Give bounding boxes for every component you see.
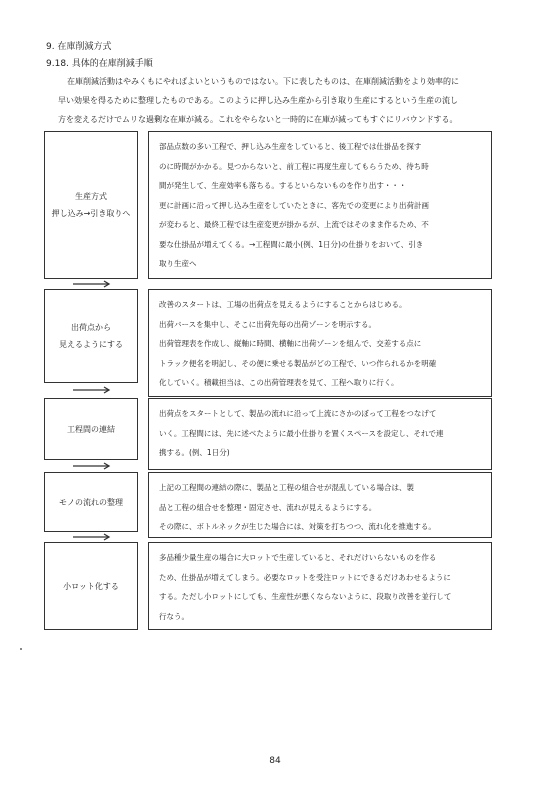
- step-description-box: [148, 542, 492, 630]
- step-description-line: 要な仕掛品が増えてくる。→工程間に最小(例、1日分)の仕掛りをおいて、引き: [159, 239, 424, 249]
- intro-paragraph: [58, 72, 498, 129]
- step-description-line: 出荷バースを集中し、そこに出荷先毎の出荷ゾーンを明示する。: [159, 319, 376, 329]
- step-description-line: トラック便名を明記し、その便に乗せる製品がどの工程で、いつ作られるかを明確: [159, 358, 437, 368]
- step-description-line: 化していく。積載担当は、この出荷管理表を見て、工程へ取りに行く。: [159, 378, 399, 387]
- flow-arrow-icon: [71, 532, 111, 542]
- step-label-box: [44, 472, 138, 532]
- step-description-line: いく。工程間には、先に述べたように最小仕掛りを置くスペースを設定し、それで連: [159, 428, 444, 438]
- step-description-line: 取り生産へ: [159, 259, 197, 268]
- step-label-box: [44, 542, 138, 630]
- step-description-line: のに時間がかかる。見つからないと、前工程に再度生産してもらうため、待ち時: [159, 161, 429, 171]
- step-description-box: [148, 398, 492, 470]
- flow-arrow-icon: [71, 461, 111, 471]
- step-description-box: [148, 289, 492, 397]
- step-description-line: ため、仕掛品が増えてしまう。必要なロットを受注ロットにできるだけあわせるように: [159, 572, 451, 582]
- step-description-line: 携する。(例、1日分): [159, 448, 230, 457]
- step-label-line: 小ロット化する: [63, 581, 119, 591]
- intro-line: 早い効果を得るために整理したものである。このように押し込み生産から引き取り生産にするという生産の流し: [58, 96, 458, 105]
- step-description-line: 上記の工程間の連結の際に、製品と工程の組合せが混乱している場合は、製: [159, 483, 414, 492]
- step-label-line: モノの流れの整理: [59, 497, 123, 507]
- intro-line: 在庫削減活動はやみくもにやればよいというものではない。下に表したものは、在庫削減活動をより効率的に: [67, 77, 459, 86]
- step-description-line: 出荷管理表を作成し、縦軸に時間、横軸に出荷ゾーンを組んで、交差する点に: [159, 339, 422, 348]
- step-label-box: [44, 289, 138, 383]
- step-description-line: 出荷点をスタートとして、製品の流れに沿って上流にさかのぼって工程をつなげて: [159, 409, 437, 418]
- flow-arrow-icon: [71, 385, 111, 395]
- step-label-line: 見えるようにする: [59, 340, 123, 349]
- step-description-line: 部品点数の多い工程で、押し込み生産をしていると、後工程では仕掛品を探す: [159, 142, 422, 151]
- step-description-line: する。ただし小ロットにしても、生産性が悪くならないように、段取り改善を並行して: [159, 592, 452, 601]
- step-description-line: 行なう。: [159, 611, 189, 621]
- step-description-line: が変わると、最終工程では生産変更が掛かるが、上流ではそのまま作るため、不: [159, 220, 429, 229]
- step-label-box: [44, 398, 138, 460]
- intro-line: 方を変えるだけでムリな過剰な在庫が減る。これをやらないと一時的に在庫が減ってもすぐにリバウンドする。: [58, 115, 458, 124]
- step-description-line: 改善のスタートは、工場の出荷点を見えるようにすることからはじめる。: [159, 300, 407, 309]
- step-label-line: 押し込み→引き取りへ: [51, 209, 131, 218]
- flow-arrow-icon: [71, 279, 111, 289]
- step-label-line: 生産方式: [75, 192, 107, 201]
- section-subheading: 9.18. 具体的在庫削減手順: [46, 59, 153, 69]
- step-description-box: [148, 472, 492, 538]
- step-description-line: 更に計画に沿って押し込み生産をしていたときに、客先での変更により出荷計画: [159, 200, 429, 210]
- step-description-line: 品と工程の組合せを整理・固定させ、流れが見えるようにする。: [159, 502, 377, 512]
- step-label-line: 出荷点から: [71, 323, 111, 332]
- step-description-line: 多品種少量生産の場合に大ロットで生産していると、それだけいらないものを作る: [159, 553, 437, 562]
- step-description-line: 間が発生して、生産効率も落ちる。するといらないものを作り出す・・・: [159, 181, 407, 190]
- step-description-line: その際に、ボトルネックが生じた場合には、対策を打ちつつ、流れ化を推進する。: [159, 522, 436, 531]
- step-label-line: 工程間の連結: [67, 424, 115, 434]
- step-description-box: [148, 131, 492, 279]
- step-label-box: [44, 131, 138, 279]
- scan-speck: [20, 648, 22, 650]
- section-heading: 9. 在庫削減方式: [46, 42, 112, 52]
- page-number: 84: [269, 756, 281, 766]
